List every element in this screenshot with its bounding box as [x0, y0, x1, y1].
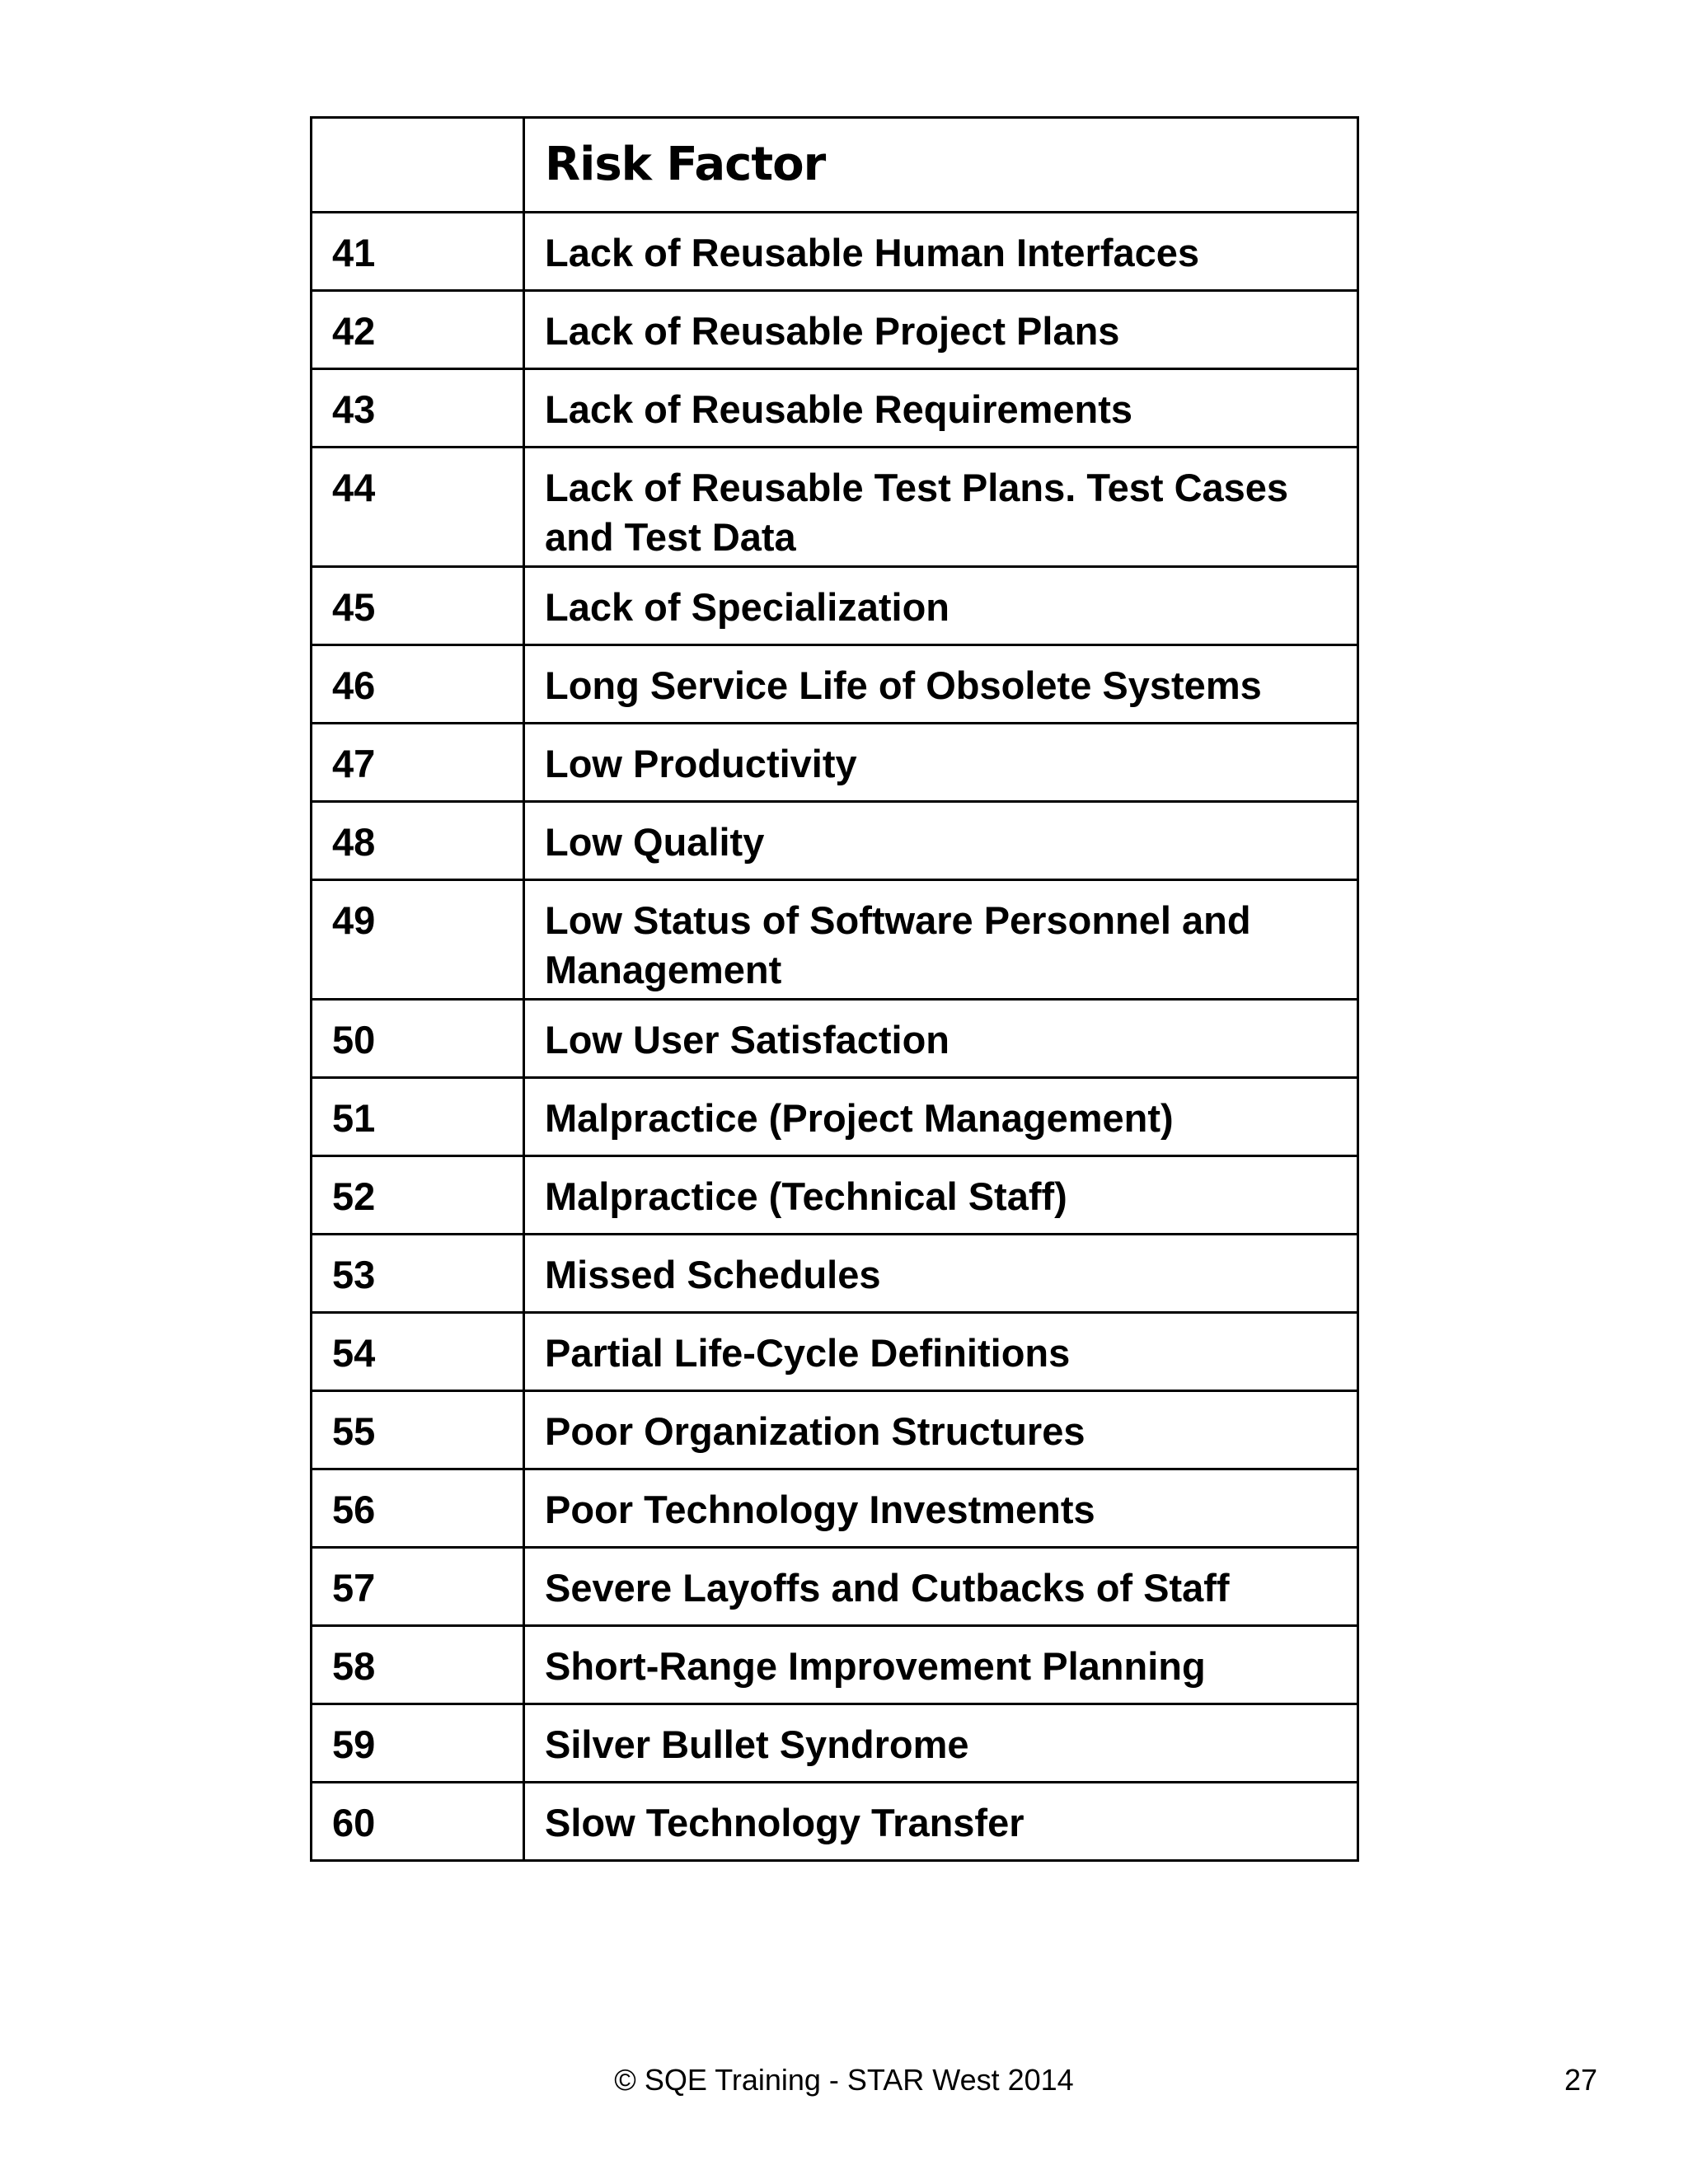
- row-risk-factor: Malpractice (Technical Staff): [524, 1156, 1358, 1235]
- table-row: [312, 724, 1358, 802]
- table-row: [312, 1704, 1358, 1783]
- row-number: 44: [312, 448, 524, 567]
- table-row: [312, 1156, 1358, 1235]
- table-row: [312, 369, 1358, 448]
- header-risk-factor-cell: Risk Factor: [524, 118, 1358, 213]
- table-row: [312, 1235, 1358, 1313]
- row-number: 53: [312, 1235, 524, 1313]
- table-row: [312, 1078, 1358, 1156]
- row-risk-factor: Lack of Reusable Test Plans. Test Cases and Test Data: [524, 448, 1358, 567]
- row-number: 43: [312, 369, 524, 448]
- row-risk-factor: Missed Schedules: [524, 1235, 1358, 1313]
- row-risk-factor: Low Productivity: [524, 724, 1358, 802]
- row-risk-factor: Malpractice (Project Management): [524, 1078, 1358, 1156]
- table-row: [312, 448, 1358, 567]
- row-risk-factor: Lack of Specialization: [524, 567, 1358, 645]
- row-number: 41: [312, 213, 524, 291]
- row-number: 57: [312, 1548, 524, 1626]
- row-number: 49: [312, 880, 524, 1000]
- row-number: 51: [312, 1078, 524, 1156]
- table-row: [312, 1391, 1358, 1469]
- page-number: 27: [1564, 2063, 1597, 2097]
- row-number: 55: [312, 1391, 524, 1469]
- row-number: 48: [312, 802, 524, 880]
- table-row: [312, 802, 1358, 880]
- header-number-cell: [312, 118, 524, 213]
- table-row: [312, 1548, 1358, 1626]
- row-number: 46: [312, 645, 524, 724]
- row-risk-factor: Low Quality: [524, 802, 1358, 880]
- table-row: [312, 291, 1358, 369]
- row-risk-factor: Slow Technology Transfer: [524, 1783, 1358, 1861]
- table-row: [312, 1000, 1358, 1078]
- table-row: [312, 213, 1358, 291]
- row-risk-factor: Short-Range Improvement Planning: [524, 1626, 1358, 1704]
- row-number: 59: [312, 1704, 524, 1783]
- row-number: 56: [312, 1469, 524, 1548]
- row-number: 42: [312, 291, 524, 369]
- table-row: [312, 567, 1358, 645]
- row-risk-factor: Poor Organization Structures: [524, 1391, 1358, 1469]
- table-row: [312, 880, 1358, 1000]
- table-header-row: [312, 118, 1358, 213]
- row-risk-factor: Lack of Reusable Project Plans: [524, 291, 1358, 369]
- row-number: 60: [312, 1783, 524, 1861]
- table-row: [312, 1469, 1358, 1548]
- table-row: [312, 645, 1358, 724]
- risk-factor-table: [310, 116, 1359, 1862]
- row-risk-factor: Low Status of Software Personnel and Management: [524, 880, 1358, 1000]
- row-risk-factor: Low User Satisfaction: [524, 1000, 1358, 1078]
- row-number: 58: [312, 1626, 524, 1704]
- table-row: [312, 1313, 1358, 1391]
- row-risk-factor: Lack of Reusable Requirements: [524, 369, 1358, 448]
- row-risk-factor: Lack of Reusable Human Interfaces: [524, 213, 1358, 291]
- row-risk-factor: Long Service Life of Obsolete Systems: [524, 645, 1358, 724]
- row-number: 50: [312, 1000, 524, 1078]
- row-risk-factor: Severe Layoffs and Cutbacks of Staff: [524, 1548, 1358, 1626]
- row-risk-factor: Silver Bullet Syndrome: [524, 1704, 1358, 1783]
- row-number: 52: [312, 1156, 524, 1235]
- row-number: 47: [312, 724, 524, 802]
- row-number: 45: [312, 567, 524, 645]
- row-risk-factor: Poor Technology Investments: [524, 1469, 1358, 1548]
- table-row: [312, 1626, 1358, 1704]
- table-row: [312, 1783, 1358, 1861]
- row-number: 54: [312, 1313, 524, 1391]
- footer-copyright: © SQE Training - STAR West 2014: [614, 2063, 1074, 2097]
- row-risk-factor: Partial Life-Cycle Definitions: [524, 1313, 1358, 1391]
